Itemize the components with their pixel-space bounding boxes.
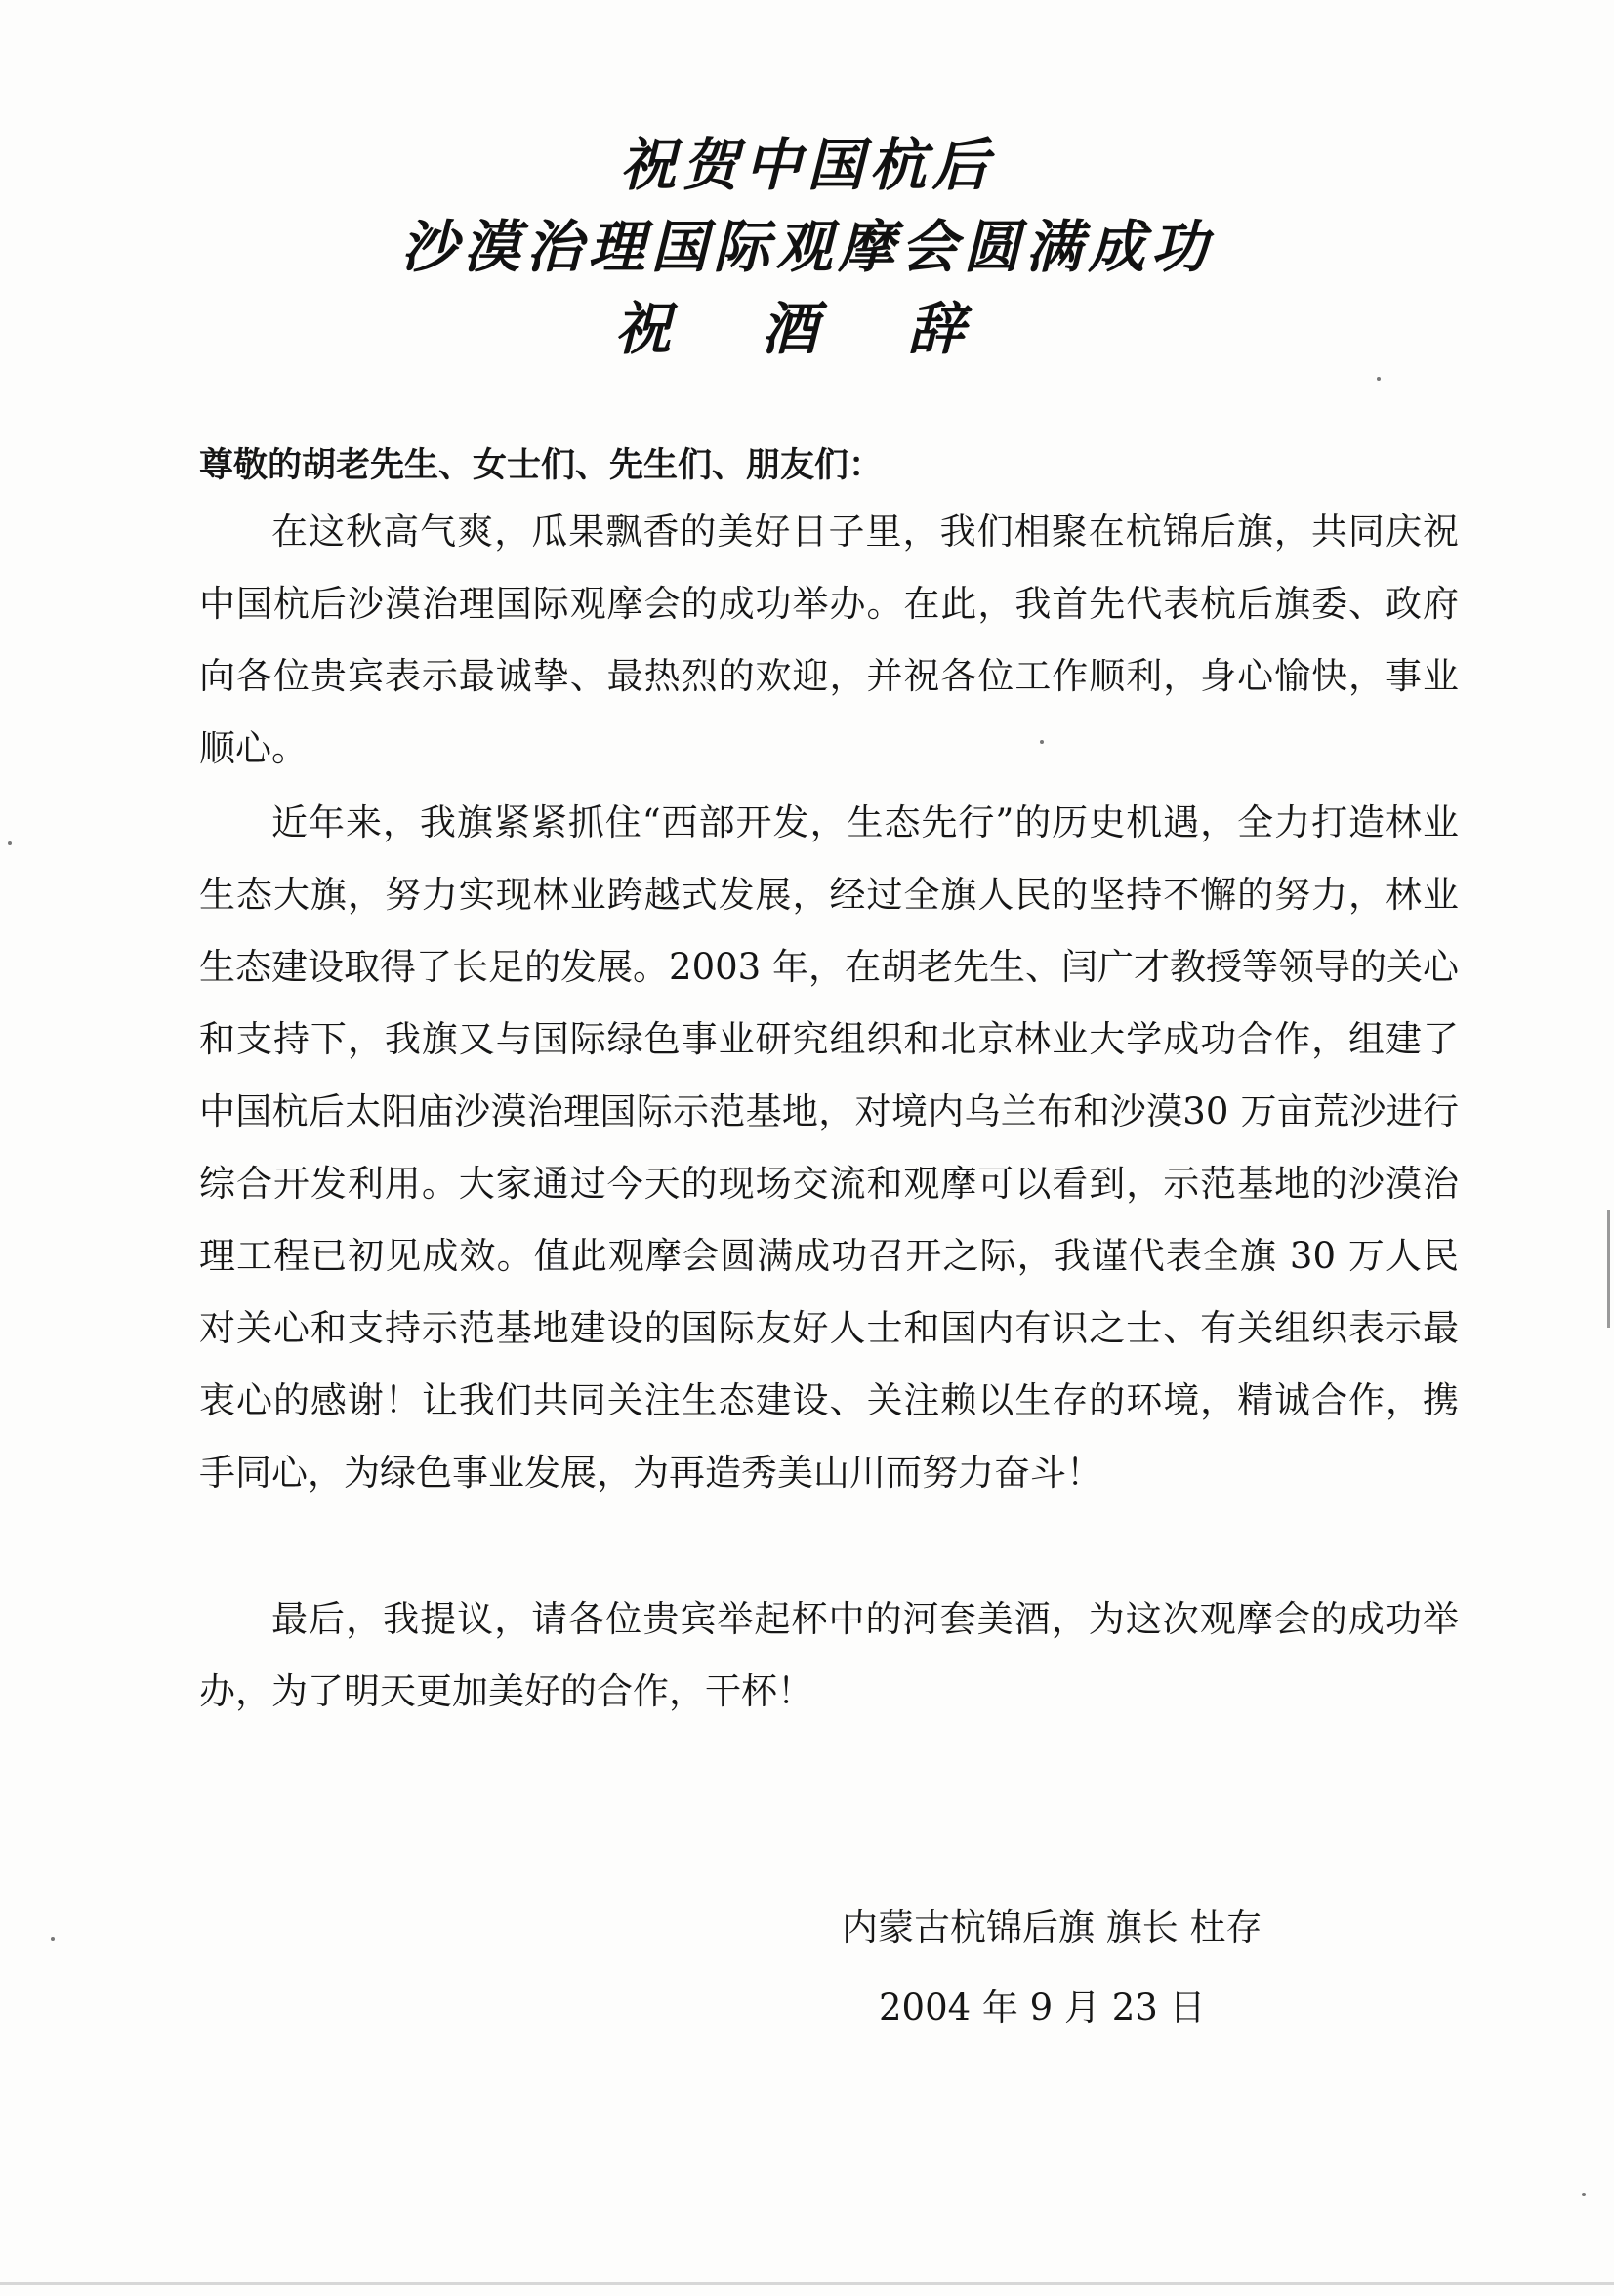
title-line-1: 祝贺中国杭后 bbox=[619, 132, 995, 198]
salutation: 尊敬的胡老先生、女士们、先生们、朋友们： bbox=[199, 446, 884, 485]
title-line-2: 沙漠治理国际观摩会圆满成功 bbox=[400, 214, 1214, 280]
date-line: 2004 年 9 月 23 日 bbox=[879, 1987, 1206, 2029]
paragraph-1: 在这秋高气爽，瓜果飘香的美好日子里，我们相聚在杭锦后旗，共同庆祝中国杭后沙漠治理国际观摩会的成功举办。在此，我首先代表杭后旗委、政府向各位贵宾表示最诚挚、最热烈的欢迎，并祝各位工作顺利，身心愉快，事业顺心。 bbox=[199, 511, 1459, 769]
scan-speck bbox=[51, 1937, 55, 1941]
signature-line: 内蒙古杭锦后旗 旗长 杜存 bbox=[842, 1906, 1262, 1948]
title-line-3: 祝 酒 辞 bbox=[614, 296, 1000, 362]
paragraph-2: 近年来，我旗紧紧抓住“西部开发，生态先行”的历史机遇，全力打造林业生态大旗，努力实现林业跨越式发展，经过全旗人民的坚持不懈的努力，林业生态建设取得了长足的发展。2003 年，在胡老先生、闫广才教授等领导的关心和支持下，我旗又与国际绿色事业研究组织和北京林业大学成功合作，组建了中国杭后太阳庙沙漠治理国际示范基地，对境内乌兰布和沙漠30 万亩荒沙进行综合开发利用。大家通过今天的现场交流和观摩可以看到，示范基地的沙漠治理工程已初见成效。值此观摩会圆满成功召开之际，我谨代表全旗 30 万人民对关心和支持示范基地建设的国际友好人士和国内有识之士、有关组织表示最衷心的感谢！让我们共同关注生态建设、关注赖以生存的环境，精诚合作，携手同心，为绿色事业发展，为再造秀美山川而努力奋斗！ bbox=[199, 801, 1459, 1494]
paragraph-3: 最后，我提议，请各位贵宾举起杯中的河套美酒，为这次观摩会的成功举办，为了明天更加美好的合作，干杯！ bbox=[199, 1598, 1459, 1712]
scan-speck bbox=[1377, 377, 1381, 381]
scan-edge-mark bbox=[1607, 1210, 1610, 1328]
scan-speck bbox=[8, 841, 12, 845]
scan-speck bbox=[1582, 2193, 1586, 2196]
scan-speck bbox=[1040, 740, 1044, 744]
scan-edge-mark bbox=[0, 2282, 1614, 2285]
